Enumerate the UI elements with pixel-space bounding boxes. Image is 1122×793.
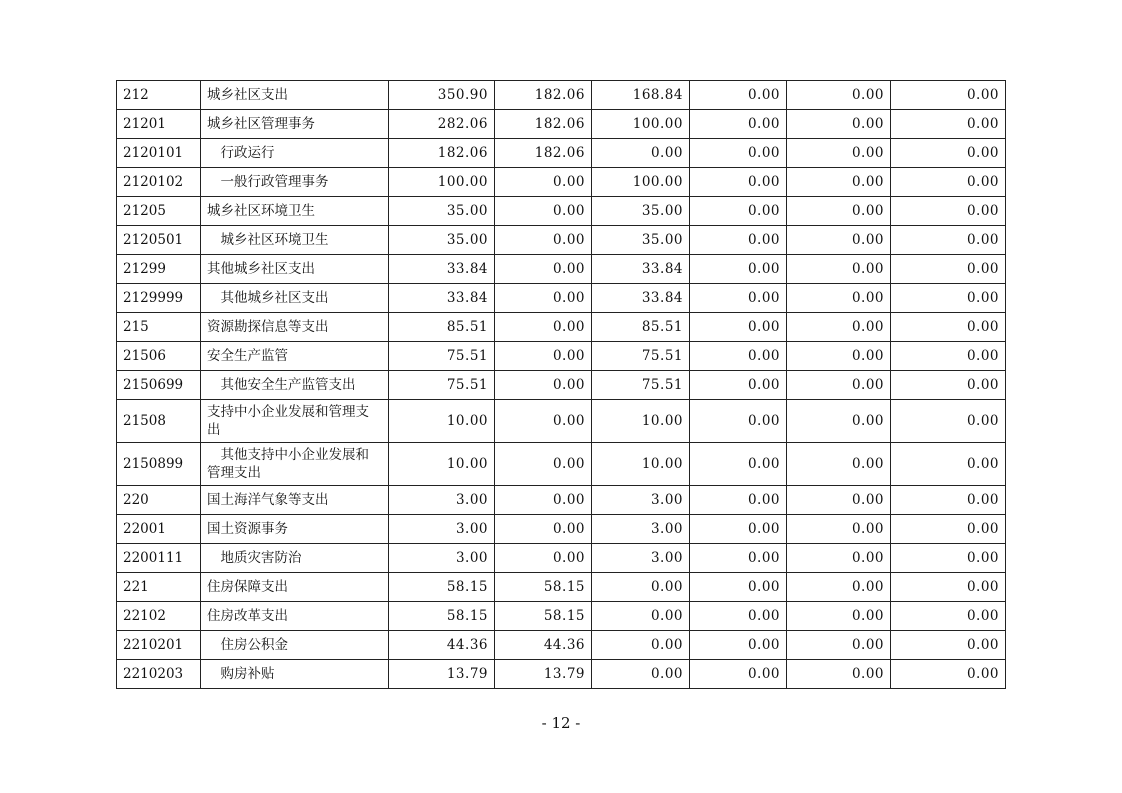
amount-cell: 168.84 xyxy=(592,81,690,110)
amount-cell: 0.00 xyxy=(495,284,592,313)
amount-cell: 0.00 xyxy=(690,110,787,139)
amount-cell: 0.00 xyxy=(891,313,1006,342)
amount-cell: 58.15 xyxy=(389,573,495,602)
amount-cell: 75.51 xyxy=(389,371,495,400)
amount-cell: 35.00 xyxy=(389,226,495,255)
amount-cell: 10.00 xyxy=(389,443,495,486)
subject-code-cell: 21299 xyxy=(117,255,201,284)
amount-cell: 0.00 xyxy=(690,371,787,400)
amount-cell: 0.00 xyxy=(495,168,592,197)
subject-name-cell: 地质灾害防治 xyxy=(201,544,389,573)
amount-cell: 0.00 xyxy=(787,139,891,168)
subject-name-cell: 城乡社区管理事务 xyxy=(201,110,389,139)
amount-cell: 0.00 xyxy=(495,400,592,443)
amount-cell: 0.00 xyxy=(787,443,891,486)
subject-code-cell: 2210201 xyxy=(117,631,201,660)
table-row xyxy=(117,631,1006,660)
amount-cell: 0.00 xyxy=(891,342,1006,371)
subject-code-cell: 220 xyxy=(117,486,201,515)
subject-name-cell: 支持中小企业发展和管理支出 xyxy=(201,400,389,443)
amount-cell: 58.15 xyxy=(495,573,592,602)
amount-cell: 0.00 xyxy=(690,631,787,660)
amount-cell: 33.84 xyxy=(389,255,495,284)
subject-code-cell: 2150899 xyxy=(117,443,201,486)
amount-cell: 0.00 xyxy=(690,284,787,313)
subject-name-cell: 住房公积金 xyxy=(201,631,389,660)
amount-cell: 0.00 xyxy=(787,660,891,689)
amount-cell: 0.00 xyxy=(495,342,592,371)
subject-code-cell: 2210203 xyxy=(117,660,201,689)
amount-cell: 0.00 xyxy=(891,197,1006,226)
amount-cell: 0.00 xyxy=(690,544,787,573)
subject-code-cell: 21205 xyxy=(117,197,201,226)
table-row xyxy=(117,313,1006,342)
amount-cell: 100.00 xyxy=(389,168,495,197)
table-row xyxy=(117,255,1006,284)
table-row xyxy=(117,602,1006,631)
amount-cell: 75.51 xyxy=(592,342,690,371)
amount-cell: 0.00 xyxy=(690,255,787,284)
table-body xyxy=(117,81,1006,689)
amount-cell: 350.90 xyxy=(389,81,495,110)
amount-cell: 0.00 xyxy=(592,139,690,168)
amount-cell: 33.84 xyxy=(592,255,690,284)
amount-cell: 0.00 xyxy=(787,544,891,573)
amount-cell: 0.00 xyxy=(787,400,891,443)
subject-name-cell: 购房补贴 xyxy=(201,660,389,689)
amount-cell: 100.00 xyxy=(592,110,690,139)
amount-cell: 0.00 xyxy=(787,486,891,515)
amount-cell: 0.00 xyxy=(690,515,787,544)
amount-cell: 0.00 xyxy=(495,313,592,342)
subject-code-cell: 2200111 xyxy=(117,544,201,573)
subject-code-cell: 2120101 xyxy=(117,139,201,168)
subject-code-cell: 21508 xyxy=(117,400,201,443)
subject-name-cell: 资源勘探信息等支出 xyxy=(201,313,389,342)
amount-cell: 0.00 xyxy=(690,81,787,110)
table-row xyxy=(117,515,1006,544)
page-number: - 12 - xyxy=(541,714,581,732)
subject-name-cell: 其他安全生产监管支出 xyxy=(201,371,389,400)
subject-code-cell: 22102 xyxy=(117,602,201,631)
amount-cell: 10.00 xyxy=(592,443,690,486)
amount-cell: 3.00 xyxy=(592,486,690,515)
subject-name-cell: 国土资源事务 xyxy=(201,515,389,544)
amount-cell: 0.00 xyxy=(891,660,1006,689)
amount-cell: 75.51 xyxy=(592,371,690,400)
subject-code-cell: 221 xyxy=(117,573,201,602)
amount-cell: 58.15 xyxy=(495,602,592,631)
amount-cell: 44.36 xyxy=(389,631,495,660)
amount-cell: 0.00 xyxy=(891,400,1006,443)
subject-code-cell: 2150699 xyxy=(117,371,201,400)
amount-cell: 85.51 xyxy=(389,313,495,342)
table-row xyxy=(117,371,1006,400)
subject-name-cell: 国土海洋气象等支出 xyxy=(201,486,389,515)
amount-cell: 0.00 xyxy=(495,197,592,226)
amount-cell: 0.00 xyxy=(495,443,592,486)
amount-cell: 3.00 xyxy=(389,544,495,573)
amount-cell: 0.00 xyxy=(891,443,1006,486)
subject-code-cell: 21201 xyxy=(117,110,201,139)
amount-cell: 182.06 xyxy=(495,81,592,110)
table-row xyxy=(117,197,1006,226)
amount-cell: 0.00 xyxy=(592,631,690,660)
amount-cell: 0.00 xyxy=(891,515,1006,544)
subject-name-cell: 城乡社区环境卫生 xyxy=(201,226,389,255)
subject-name-cell: 城乡社区支出 xyxy=(201,81,389,110)
table-row xyxy=(117,284,1006,313)
amount-cell: 0.00 xyxy=(787,573,891,602)
amount-cell: 182.06 xyxy=(495,139,592,168)
amount-cell: 3.00 xyxy=(592,515,690,544)
subject-name-cell: 安全生产监管 xyxy=(201,342,389,371)
amount-cell: 0.00 xyxy=(690,197,787,226)
amount-cell: 0.00 xyxy=(495,371,592,400)
amount-cell: 75.51 xyxy=(389,342,495,371)
amount-cell: 0.00 xyxy=(690,168,787,197)
amount-cell: 0.00 xyxy=(690,443,787,486)
amount-cell: 85.51 xyxy=(592,313,690,342)
amount-cell: 3.00 xyxy=(389,515,495,544)
amount-cell: 0.00 xyxy=(787,602,891,631)
amount-cell: 35.00 xyxy=(389,197,495,226)
amount-cell: 0.00 xyxy=(787,197,891,226)
amount-cell: 0.00 xyxy=(787,342,891,371)
table-row xyxy=(117,573,1006,602)
amount-cell: 0.00 xyxy=(891,544,1006,573)
table-row xyxy=(117,660,1006,689)
amount-cell: 0.00 xyxy=(891,284,1006,313)
table-row xyxy=(117,81,1006,110)
amount-cell: 10.00 xyxy=(592,400,690,443)
amount-cell: 0.00 xyxy=(592,602,690,631)
amount-cell: 58.15 xyxy=(389,602,495,631)
amount-cell: 0.00 xyxy=(787,631,891,660)
subject-code-cell: 212 xyxy=(117,81,201,110)
amount-cell: 0.00 xyxy=(495,255,592,284)
table-row xyxy=(117,544,1006,573)
amount-cell: 0.00 xyxy=(891,81,1006,110)
amount-cell: 0.00 xyxy=(891,255,1006,284)
amount-cell: 0.00 xyxy=(495,486,592,515)
table-row xyxy=(117,486,1006,515)
amount-cell: 0.00 xyxy=(891,226,1006,255)
amount-cell: 35.00 xyxy=(592,226,690,255)
amount-cell: 0.00 xyxy=(690,486,787,515)
amount-cell: 0.00 xyxy=(787,168,891,197)
subject-code-cell: 215 xyxy=(117,313,201,342)
expenditure-table xyxy=(116,80,1006,689)
amount-cell: 0.00 xyxy=(787,284,891,313)
table-row xyxy=(117,400,1006,443)
amount-cell: 0.00 xyxy=(891,139,1006,168)
amount-cell: 35.00 xyxy=(592,197,690,226)
amount-cell: 0.00 xyxy=(787,226,891,255)
amount-cell: 0.00 xyxy=(787,81,891,110)
amount-cell: 44.36 xyxy=(495,631,592,660)
subject-name-cell: 其他城乡社区支出 xyxy=(201,284,389,313)
amount-cell: 0.00 xyxy=(891,168,1006,197)
table-row xyxy=(117,110,1006,139)
table-row xyxy=(117,139,1006,168)
amount-cell: 0.00 xyxy=(787,110,891,139)
subject-name-cell: 住房保障支出 xyxy=(201,573,389,602)
amount-cell: 0.00 xyxy=(787,371,891,400)
amount-cell: 0.00 xyxy=(891,371,1006,400)
subject-name-cell: 住房改革支出 xyxy=(201,602,389,631)
amount-cell: 0.00 xyxy=(891,110,1006,139)
amount-cell: 0.00 xyxy=(787,515,891,544)
amount-cell: 0.00 xyxy=(690,400,787,443)
amount-cell: 0.00 xyxy=(592,573,690,602)
amount-cell: 282.06 xyxy=(389,110,495,139)
amount-cell: 0.00 xyxy=(690,602,787,631)
amount-cell: 33.84 xyxy=(592,284,690,313)
amount-cell: 0.00 xyxy=(592,660,690,689)
amount-cell: 0.00 xyxy=(690,342,787,371)
amount-cell: 3.00 xyxy=(592,544,690,573)
amount-cell: 13.79 xyxy=(495,660,592,689)
table-row xyxy=(117,226,1006,255)
subject-code-cell: 21506 xyxy=(117,342,201,371)
amount-cell: 0.00 xyxy=(495,226,592,255)
amount-cell: 0.00 xyxy=(690,139,787,168)
subject-name-cell: 城乡社区环境卫生 xyxy=(201,197,389,226)
subject-name-cell: 其他支持中小企业发展和管理支出 xyxy=(201,443,389,486)
amount-cell: 0.00 xyxy=(891,631,1006,660)
subject-name-cell: 行政运行 xyxy=(201,139,389,168)
amount-cell: 13.79 xyxy=(389,660,495,689)
table-row xyxy=(117,342,1006,371)
amount-cell: 0.00 xyxy=(787,255,891,284)
amount-cell: 182.06 xyxy=(389,139,495,168)
amount-cell: 0.00 xyxy=(495,515,592,544)
amount-cell: 0.00 xyxy=(690,313,787,342)
subject-code-cell: 22001 xyxy=(117,515,201,544)
amount-cell: 0.00 xyxy=(690,226,787,255)
amount-cell: 0.00 xyxy=(891,602,1006,631)
amount-cell: 0.00 xyxy=(891,573,1006,602)
amount-cell: 10.00 xyxy=(389,400,495,443)
amount-cell: 100.00 xyxy=(592,168,690,197)
amount-cell: 33.84 xyxy=(389,284,495,313)
amount-cell: 0.00 xyxy=(690,573,787,602)
table-row xyxy=(117,443,1006,486)
subject-code-cell: 2129999 xyxy=(117,284,201,313)
subject-name-cell: 一般行政管理事务 xyxy=(201,168,389,197)
amount-cell: 0.00 xyxy=(495,544,592,573)
amount-cell: 0.00 xyxy=(787,313,891,342)
amount-cell: 3.00 xyxy=(389,486,495,515)
amount-cell: 182.06 xyxy=(495,110,592,139)
subject-code-cell: 2120102 xyxy=(117,168,201,197)
subject-code-cell: 2120501 xyxy=(117,226,201,255)
amount-cell: 0.00 xyxy=(690,660,787,689)
subject-name-cell: 其他城乡社区支出 xyxy=(201,255,389,284)
table-row xyxy=(117,168,1006,197)
amount-cell: 0.00 xyxy=(891,486,1006,515)
